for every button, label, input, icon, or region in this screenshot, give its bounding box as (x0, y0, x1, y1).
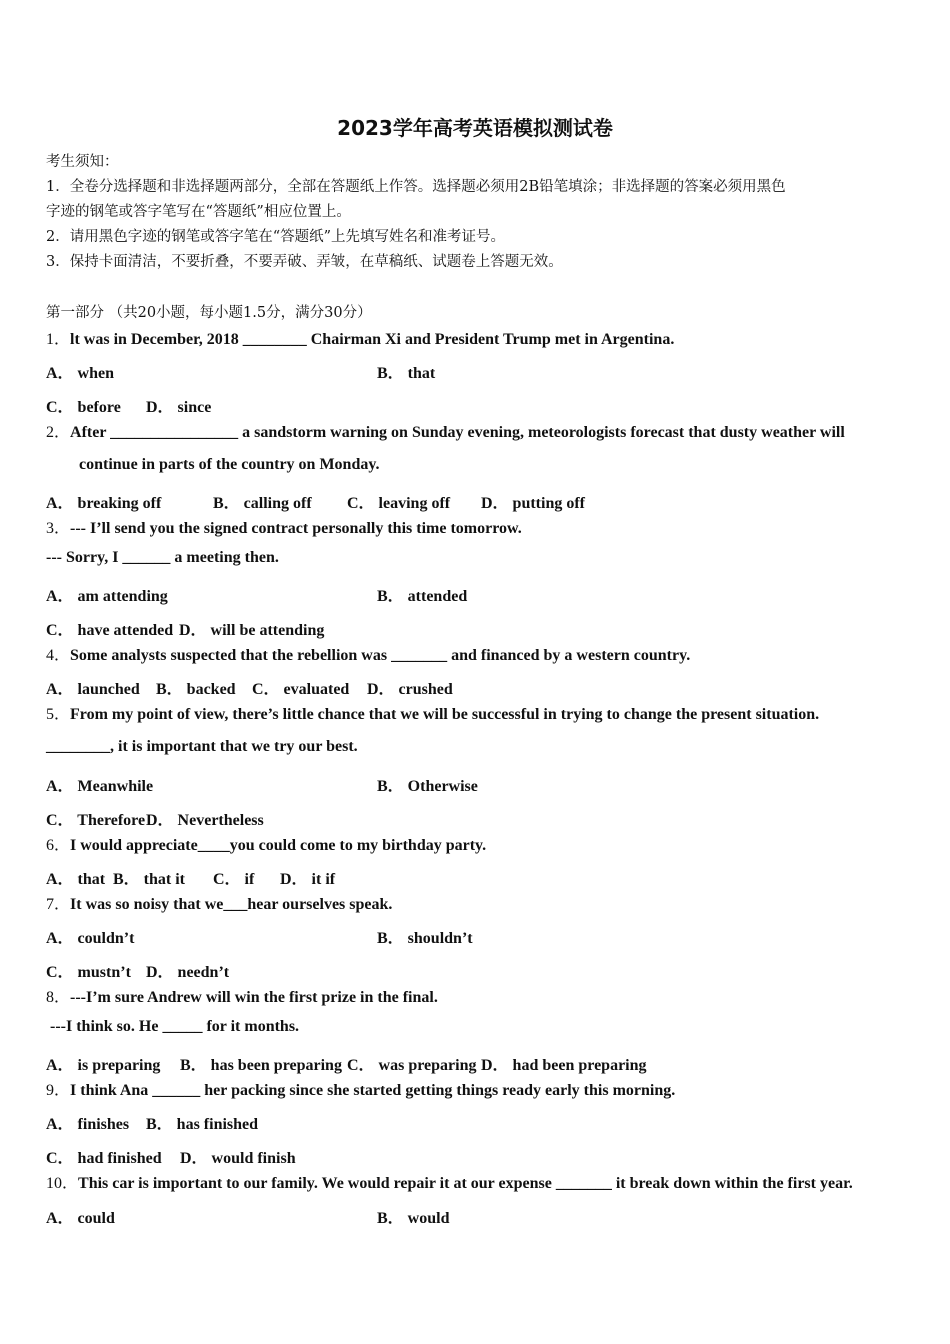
question-7-option-b: B． shouldn’t (377, 930, 473, 947)
question-3-stem: 3．--- I’ll send you the signed contract personally this time tomorrow. (46, 520, 522, 537)
question-2-stem-continued: continue in parts of the country on Monday. (79, 456, 380, 473)
question-3-option-c: C． have attended (46, 622, 174, 639)
question-9-option-b: B． has finished (146, 1116, 259, 1133)
notice-line-4: 3．保持卡面清洁，不要折叠，不要弄破、弄皱，在草稿纸、试题卷上答题无效。 (46, 254, 563, 270)
question-9-option-a: A． finishes (46, 1116, 130, 1133)
question-8-option-c: C． was preparing (347, 1057, 477, 1074)
notice-line-3: 2．请用黑色字迹的钢笔或答字笔在“答题纸”上先填写姓名和准考证号。 (46, 229, 506, 245)
question-6-option-d: D． it if (280, 871, 336, 888)
question-8-stem-continued: ---I think so. He _____ for it months. (50, 1018, 300, 1035)
question-2-stem: 2．After ________________ a sandstorm warning on Sunday evening, meteorologists forecast that dusty weather will (46, 424, 845, 441)
question-5-option-b: B． Otherwise (377, 778, 478, 795)
question-3-option-b: B． attended (377, 588, 468, 605)
question-5-stem-continued: ________, it is important that we try our best. (46, 738, 358, 755)
question-4-option-d: D． crushed (367, 681, 453, 698)
question-10-option-a: A． could (46, 1210, 115, 1227)
question-3-option-a: A． am attending (46, 588, 168, 605)
question-9-stem: 9．I think Ana ______ her packing since she started getting things ready early this morning. (46, 1082, 676, 1099)
question-3-stem-continued: --- Sorry, I ______ a meeting then. (46, 549, 279, 566)
page-title: 2023学年高考英语模拟测试卷 (337, 116, 613, 140)
question-4-option-b: B． backed (156, 681, 236, 698)
question-8-option-b: B． has been preparing (180, 1057, 342, 1074)
notice-heading: 考生须知： (46, 154, 119, 170)
question-8-option-d: D． had been preparing (481, 1057, 647, 1074)
question-4-option-c: C． evaluated (252, 681, 350, 698)
question-7-option-c: C． mustn’t (46, 964, 131, 981)
question-6-option-c: C． if (213, 871, 255, 888)
question-5-option-c: C． Therefore (46, 812, 146, 829)
question-4-stem: 4．Some analysts suspected that the rebellion was _______ and financed by a western country. (46, 647, 691, 664)
question-9-option-c: C． had finished (46, 1150, 162, 1167)
part-heading: 第一部分 （共20小题，每小题1.5分，满分30分） (46, 305, 372, 321)
question-1-option-b: B． that (377, 365, 436, 382)
question-7-option-a: A． couldn’t (46, 930, 135, 947)
question-6-option-a: A． that (46, 871, 106, 888)
question-10-option-b: B． would (377, 1210, 450, 1227)
question-9-option-d: D． would finish (180, 1150, 296, 1167)
question-7-stem: 7．It was so noisy that we___hear ourselves speak. (46, 896, 393, 913)
question-8-option-a: A． is preparing (46, 1057, 161, 1074)
question-1-option-a: A． when (46, 365, 115, 382)
question-1-stem: 1．lt was in December, 2018 ________ Chairman Xi and President Trump met in Argentina. (46, 331, 675, 348)
question-4-option-a: A． launched (46, 681, 140, 698)
question-1-option-d: D． since (146, 399, 212, 416)
question-2-option-a: A． breaking off (46, 495, 162, 512)
question-3-option-d: D． will be attending (179, 622, 325, 639)
question-5-stem: 5．From my point of view, there’s little chance that we will be successful in trying to change the present situation. (46, 706, 820, 723)
question-8-stem: 8．---I’m sure Andrew will win the first prize in the final. (46, 989, 438, 1006)
question-2-option-d: D． putting off (481, 495, 586, 512)
notice-line-2: 字迹的钢笔或答字笔写在“答题纸”相应位置上。 (46, 204, 351, 220)
question-2-option-b: B． calling off (213, 495, 312, 512)
notice-line-1: 1．全卷分选择题和非选择题两部分，全部在答题纸上作答。选择题必须用2B铅笔填涂；非选择题的答案必须用黑色 (46, 179, 786, 195)
question-5-option-d: D． Nevertheless (146, 812, 264, 829)
question-5-option-a: A． Meanwhile (46, 778, 154, 795)
question-6-stem: 6．I would appreciate____you could come to my birthday party. (46, 837, 487, 854)
question-2-option-c: C． leaving off (347, 495, 451, 512)
question-6-option-b: B． that it (113, 871, 186, 888)
question-1-option-c: C． before (46, 399, 121, 416)
question-7-option-d: D． needn’t (146, 964, 230, 981)
question-10-stem: 10．This car is important to our family. We would repair it at our expense _______ it break down within the first year. (46, 1175, 853, 1192)
